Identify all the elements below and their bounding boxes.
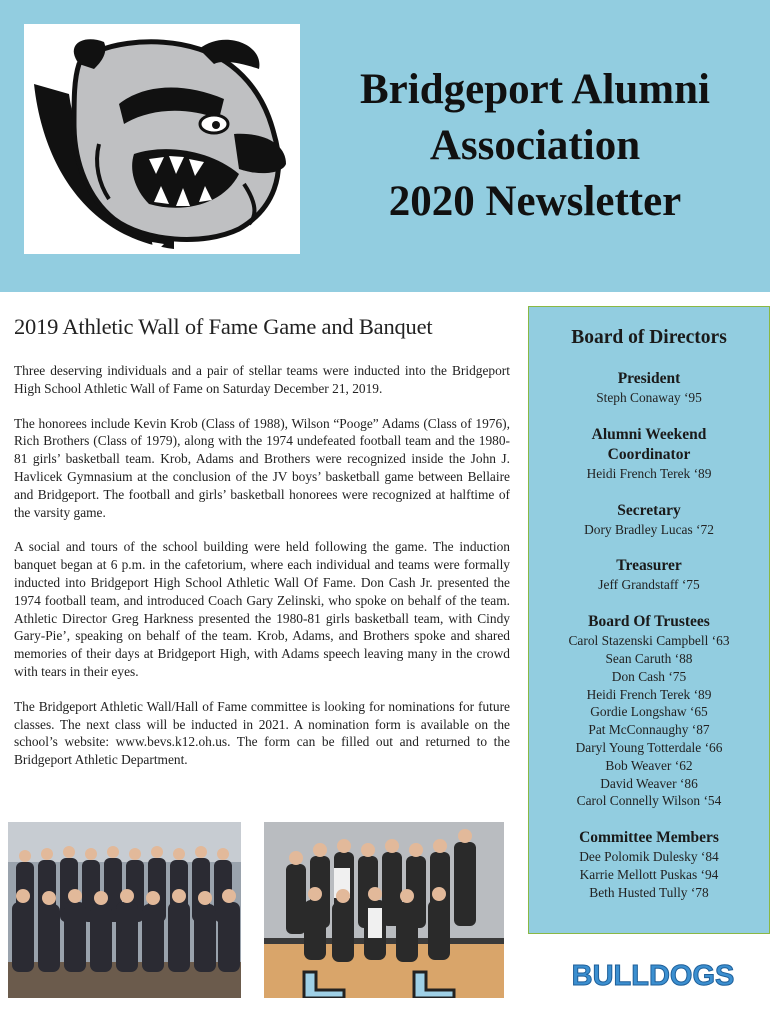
role-label: Secretary [617, 501, 681, 519]
article [14, 314, 510, 786]
title-line-3: 2020 Newsletter [388, 178, 682, 225]
board-group-committee-members [529, 828, 769, 901]
title-line-2: Association [429, 122, 641, 169]
board-of-directors-panel [528, 306, 770, 934]
member-name: Karrie Mellott Puskas ‘94 [579, 866, 719, 882]
member-name: Dory Bradley Lucas ‘72 [584, 521, 714, 537]
member-name: Beth Husted Tully ‘78 [589, 884, 709, 900]
board-title: Board of Directors [571, 327, 727, 348]
board-group-treasurer [529, 556, 769, 594]
newsletter-title [320, 62, 750, 230]
member-name: Heidi French Terek ‘89 [586, 686, 712, 702]
board-group-secretary [529, 501, 769, 539]
role-label: Treasurer [616, 557, 682, 575]
member-name: Sean Caruth ‘88 [605, 650, 693, 666]
board-group-alumni-weekend-coordinator [529, 425, 769, 483]
member-name: Jeff Grandstaff ‘75 [598, 577, 700, 593]
member-name: Daryl Young Totterdale ‘66 [575, 739, 723, 755]
article-paragraph: The Bridgeport Athletic Wall/Hall of Fame committee is looking for nominations for future classes. The next class will be inducted in 2021. A nomination form is available on the school’s website: www.bevs.k12.oh.us. The form can be filled out and returned to the Bridgeport Athletic Department. [14, 698, 510, 768]
bulldog-logo [24, 24, 300, 254]
honorees-group-photo [8, 822, 241, 998]
article-paragraph: Three deserving individuals and a pair of stellar teams were inducted into the Bridgeport High School Athletic Wall of Fame on Saturday December 21, 2019. [14, 363, 510, 396]
newsletter-header [0, 0, 770, 292]
article-paragraph: The honorees include Kevin Krob (Class of 1988), Wilson “Pooge” Adams (Class of 1976), Rich Brothers (Class of 1979), along with the 1974 undefeated football team and the 1980-81 girls’ basketball team. Krob, Adams and Brothers were recognized inside the John J. Havlicek Gymnasium at the conclusion of the JV boys’ basketball game between Bellaire and Bridgeport. The football and girls’ basketball honorees were recognized at halftime of the varsity game. [14, 415, 510, 520]
role-label: President [617, 370, 681, 387]
board-group-trustees [529, 612, 769, 810]
member-name: David Weaver ‘86 [600, 775, 698, 791]
board-group-president [529, 369, 769, 407]
member-name: Carol Connelly Wilson ‘54 [576, 793, 722, 809]
member-name: Heidi French Terek ‘89 [586, 465, 712, 481]
member-name: Carol Stazenski Campbell ‘63 [568, 633, 730, 649]
bulldog-mascot-icon [24, 24, 300, 254]
member-name: Gordie Longshaw ‘65 [590, 704, 708, 720]
bulldogs-wordmark-text: BULLDOGS [571, 960, 735, 990]
member-name: Steph Conaway ‘95 [596, 390, 702, 405]
title-line-1: Bridgeport Alumni [359, 66, 710, 113]
article-paragraph: A social and tours of the school building were held following the game. The induction banquet began at 6 p.m. in the cafetorium, where each individual and teams were formally inducted into Bridgeport High School Athletic Wall Of Fame. Don Cash Jr. presented the 1974 football team, and introduced Coach Gary Zelinski, who spoke on behalf of the team. Athletic Director Greg Harkness presented the 1980-81 girls basketball team, with Cindy Gary-Pie’, speaking on behalf of the team. Krob, Adams, and Brothers spoke and shared memories of their days at Bridgeport High, with Adams speech leaving many in the crowd with tears in their eyes. [14, 539, 510, 679]
role-label: Board Of Trustees [588, 613, 710, 631]
basketball-team-photo [264, 822, 504, 998]
role-label: Alumni Weekend Coordinator [591, 425, 707, 463]
member-name: Don Cash ‘75 [611, 668, 687, 684]
member-name: Dee Polomik Dulesky ‘84 [579, 849, 719, 865]
member-name: Bob Weaver ‘62 [605, 757, 693, 773]
bulldogs-wordmark [560, 958, 746, 990]
article-heading: 2019 Athletic Wall of Fame Game and Banquet [14, 314, 433, 339]
role-label: Committee Members [579, 829, 719, 847]
member-name: Pat McConnaughy ‘87 [588, 722, 710, 738]
